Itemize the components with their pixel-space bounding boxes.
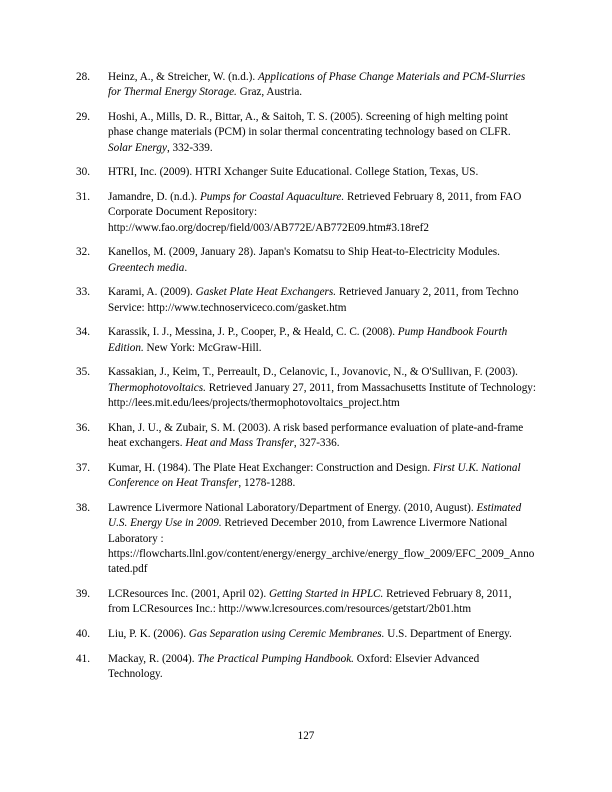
reference-text <box>108 165 536 180</box>
reference-text-segment: Karami, A. (2009). <box>108 286 196 299</box>
reference-item <box>76 421 536 452</box>
reference-text <box>108 70 536 101</box>
reference-item <box>76 165 536 180</box>
reference-text-segment: Lawrence Livermore National Laboratory/Department of Energy. (2010, August). <box>108 501 477 514</box>
page-number: 127 <box>297 730 315 742</box>
reference-text-segment: Retrieved January 27, 2011, from Massachusetts Institute of Technology: http://lees.mit.edu/lees/projects/thermophotovoltaics_project.htm <box>108 381 537 410</box>
reference-text-segment: Kanellos, M. (2009, January 28). Japan's Komatsu to Ship Heat-to-Electricity Modules. <box>108 246 500 259</box>
reference-text <box>108 325 536 356</box>
reference-item <box>76 70 536 101</box>
reference-title-italic: Pump Handbook Fourth Edition. <box>108 326 508 354</box>
reference-title-italic: Applications of Phase Change Materials and PCM-Slurries for Thermal Energy Storage. <box>108 71 526 99</box>
reference-text-segment: Graz, Austria. <box>236 86 303 99</box>
reference-text <box>108 461 536 492</box>
reference-text-segment: Oxford: Elsevier Advanced Technology. <box>108 652 480 681</box>
reference-item <box>76 245 536 276</box>
reference-item <box>76 190 536 236</box>
reference-text-segment: Khan, J. U., & Zubair, S. M. (2003). A risk based performance evaluation of plate-and-frame heat exchangers. <box>108 421 524 450</box>
reference-text-segment: Jamandre, D. (n.d.). <box>108 191 200 203</box>
reference-title-italic: Gasket Plate Heat Exchangers. <box>195 286 337 299</box>
reference-number: 38. <box>76 501 90 514</box>
reference-item <box>76 325 536 356</box>
reference-text-segment: U.S. Department of Energy. <box>384 628 512 641</box>
reference-text <box>108 365 536 411</box>
reference-title-italic: Solar Energy <box>108 141 167 154</box>
reference-text-segment: Hoshi, A., Mills, D. R., Bittar, A., & Saitoh, T. S. (2005). Screening of high melting point phase change materials (PCM) in solar thermal concentrating technology based on CLFR. <box>108 111 511 139</box>
reference-text-segment: Kassakian, J., Keim, T., Perreault, D., Celanovic, I., Jovanovic, N., & O'Sullivan, F. (2003). <box>108 366 518 379</box>
reference-item <box>76 627 536 642</box>
reference-text-segment: Retrieved January 2, 2011, from Techno Service: http://www.technoserviceco.com/gasket.htm <box>108 286 519 314</box>
reference-text <box>108 501 536 578</box>
reference-text-segment: Retrieved December 2010, from Lawrence Livermore National Laboratory : https://flowcharts.llnl.gov/content/energy/energy_archive/energy_flow_2009/EFC_2009_Annotated.pdf <box>108 517 535 576</box>
reference-title-italic: Gas Separation using Ceremic Membranes. <box>188 628 385 641</box>
reference-text-segment: Karassik, I. J., Messina, J. P., Cooper, P., & Heald, C. C. (2008). <box>108 326 398 339</box>
reference-text-segment: Retrieved February 8, 2011, from FAO Corporate Document Repository: http://www.fao.org/docrep/field/003/AB772E/AB772E09.htm#3.18ref2 <box>108 191 522 234</box>
reference-title-italic: Estimated U.S. Energy Use in 2009. <box>108 501 522 530</box>
reference-text-segment: New York: McGraw-Hill. <box>143 341 262 354</box>
reference-text-segment: Mackay, R. (2004). <box>108 652 198 665</box>
reference-text-segment: LCResources Inc. (2001, April 02). <box>108 588 269 601</box>
reference-number: 31. <box>76 191 90 203</box>
reference-number: 36. <box>76 421 90 434</box>
reference-item <box>76 110 536 156</box>
reference-number: 41. <box>76 652 90 665</box>
reference-text-segment: Kumar, H. (1984). The Plate Heat Exchanger: Construction and Design. <box>108 461 433 474</box>
reference-text <box>108 285 536 316</box>
reference-number: 35. <box>76 366 90 379</box>
reference-text <box>108 421 536 452</box>
reference-number: 40. <box>76 628 90 641</box>
reference-title-italic: First U.K. National Conference on Heat Transfer <box>108 461 521 490</box>
reference-item <box>76 501 536 578</box>
reference-text-segment: , 332-339. <box>166 141 213 154</box>
reference-title-italic: The Practical Pumping Handbook. <box>197 652 354 665</box>
reference-text-segment: Retrieved February 8, 2011, from LCResources Inc.: http://www.lcresources.com/resources/getstart/2b01.htm <box>108 588 512 616</box>
reference-title-italic: Heat and Mass Transfer <box>185 437 294 450</box>
reference-item <box>76 285 536 316</box>
reference-item <box>76 587 536 618</box>
reference-number: 37. <box>76 461 90 474</box>
reference-text <box>108 190 536 236</box>
reference-text-segment: Heinz, A., & Streicher, W. (n.d.). <box>108 71 258 83</box>
reference-number: 32. <box>76 246 90 259</box>
reference-item <box>76 461 536 492</box>
reference-text <box>108 627 536 642</box>
reference-title-italic: Thermophotovoltaics. <box>108 381 206 394</box>
reference-title-italic: Pumps for Coastal Aquaculture. <box>199 191 345 203</box>
reference-number: 33. <box>76 286 90 299</box>
reference-number: 29. <box>76 111 90 123</box>
reference-title-italic: Getting Started in HPLC. <box>268 588 384 601</box>
reference-text-segment: , 327-336. <box>293 437 340 450</box>
reference-text <box>108 587 536 618</box>
reference-number: 39. <box>76 588 90 601</box>
reference-text <box>108 110 536 156</box>
reference-text-segment: HTRI, Inc. (2009). HTRI Xchanger Suite Educational. College Station, Texas, US. <box>108 166 479 179</box>
reference-item <box>76 652 536 683</box>
reference-number: 30. <box>76 166 90 179</box>
reference-text-segment: . <box>184 261 188 274</box>
reference-text <box>108 245 536 276</box>
reference-text-segment: , 1278-1288. <box>238 477 296 490</box>
reference-number: 28. <box>76 71 90 83</box>
reference-text <box>108 652 536 683</box>
reference-number: 34. <box>76 326 90 339</box>
reference-title-italic: Greentech media <box>108 261 185 274</box>
reference-text-segment: Liu, P. K. (2006). <box>108 628 189 641</box>
reference-item <box>76 365 536 411</box>
reference-list <box>76 70 536 692</box>
